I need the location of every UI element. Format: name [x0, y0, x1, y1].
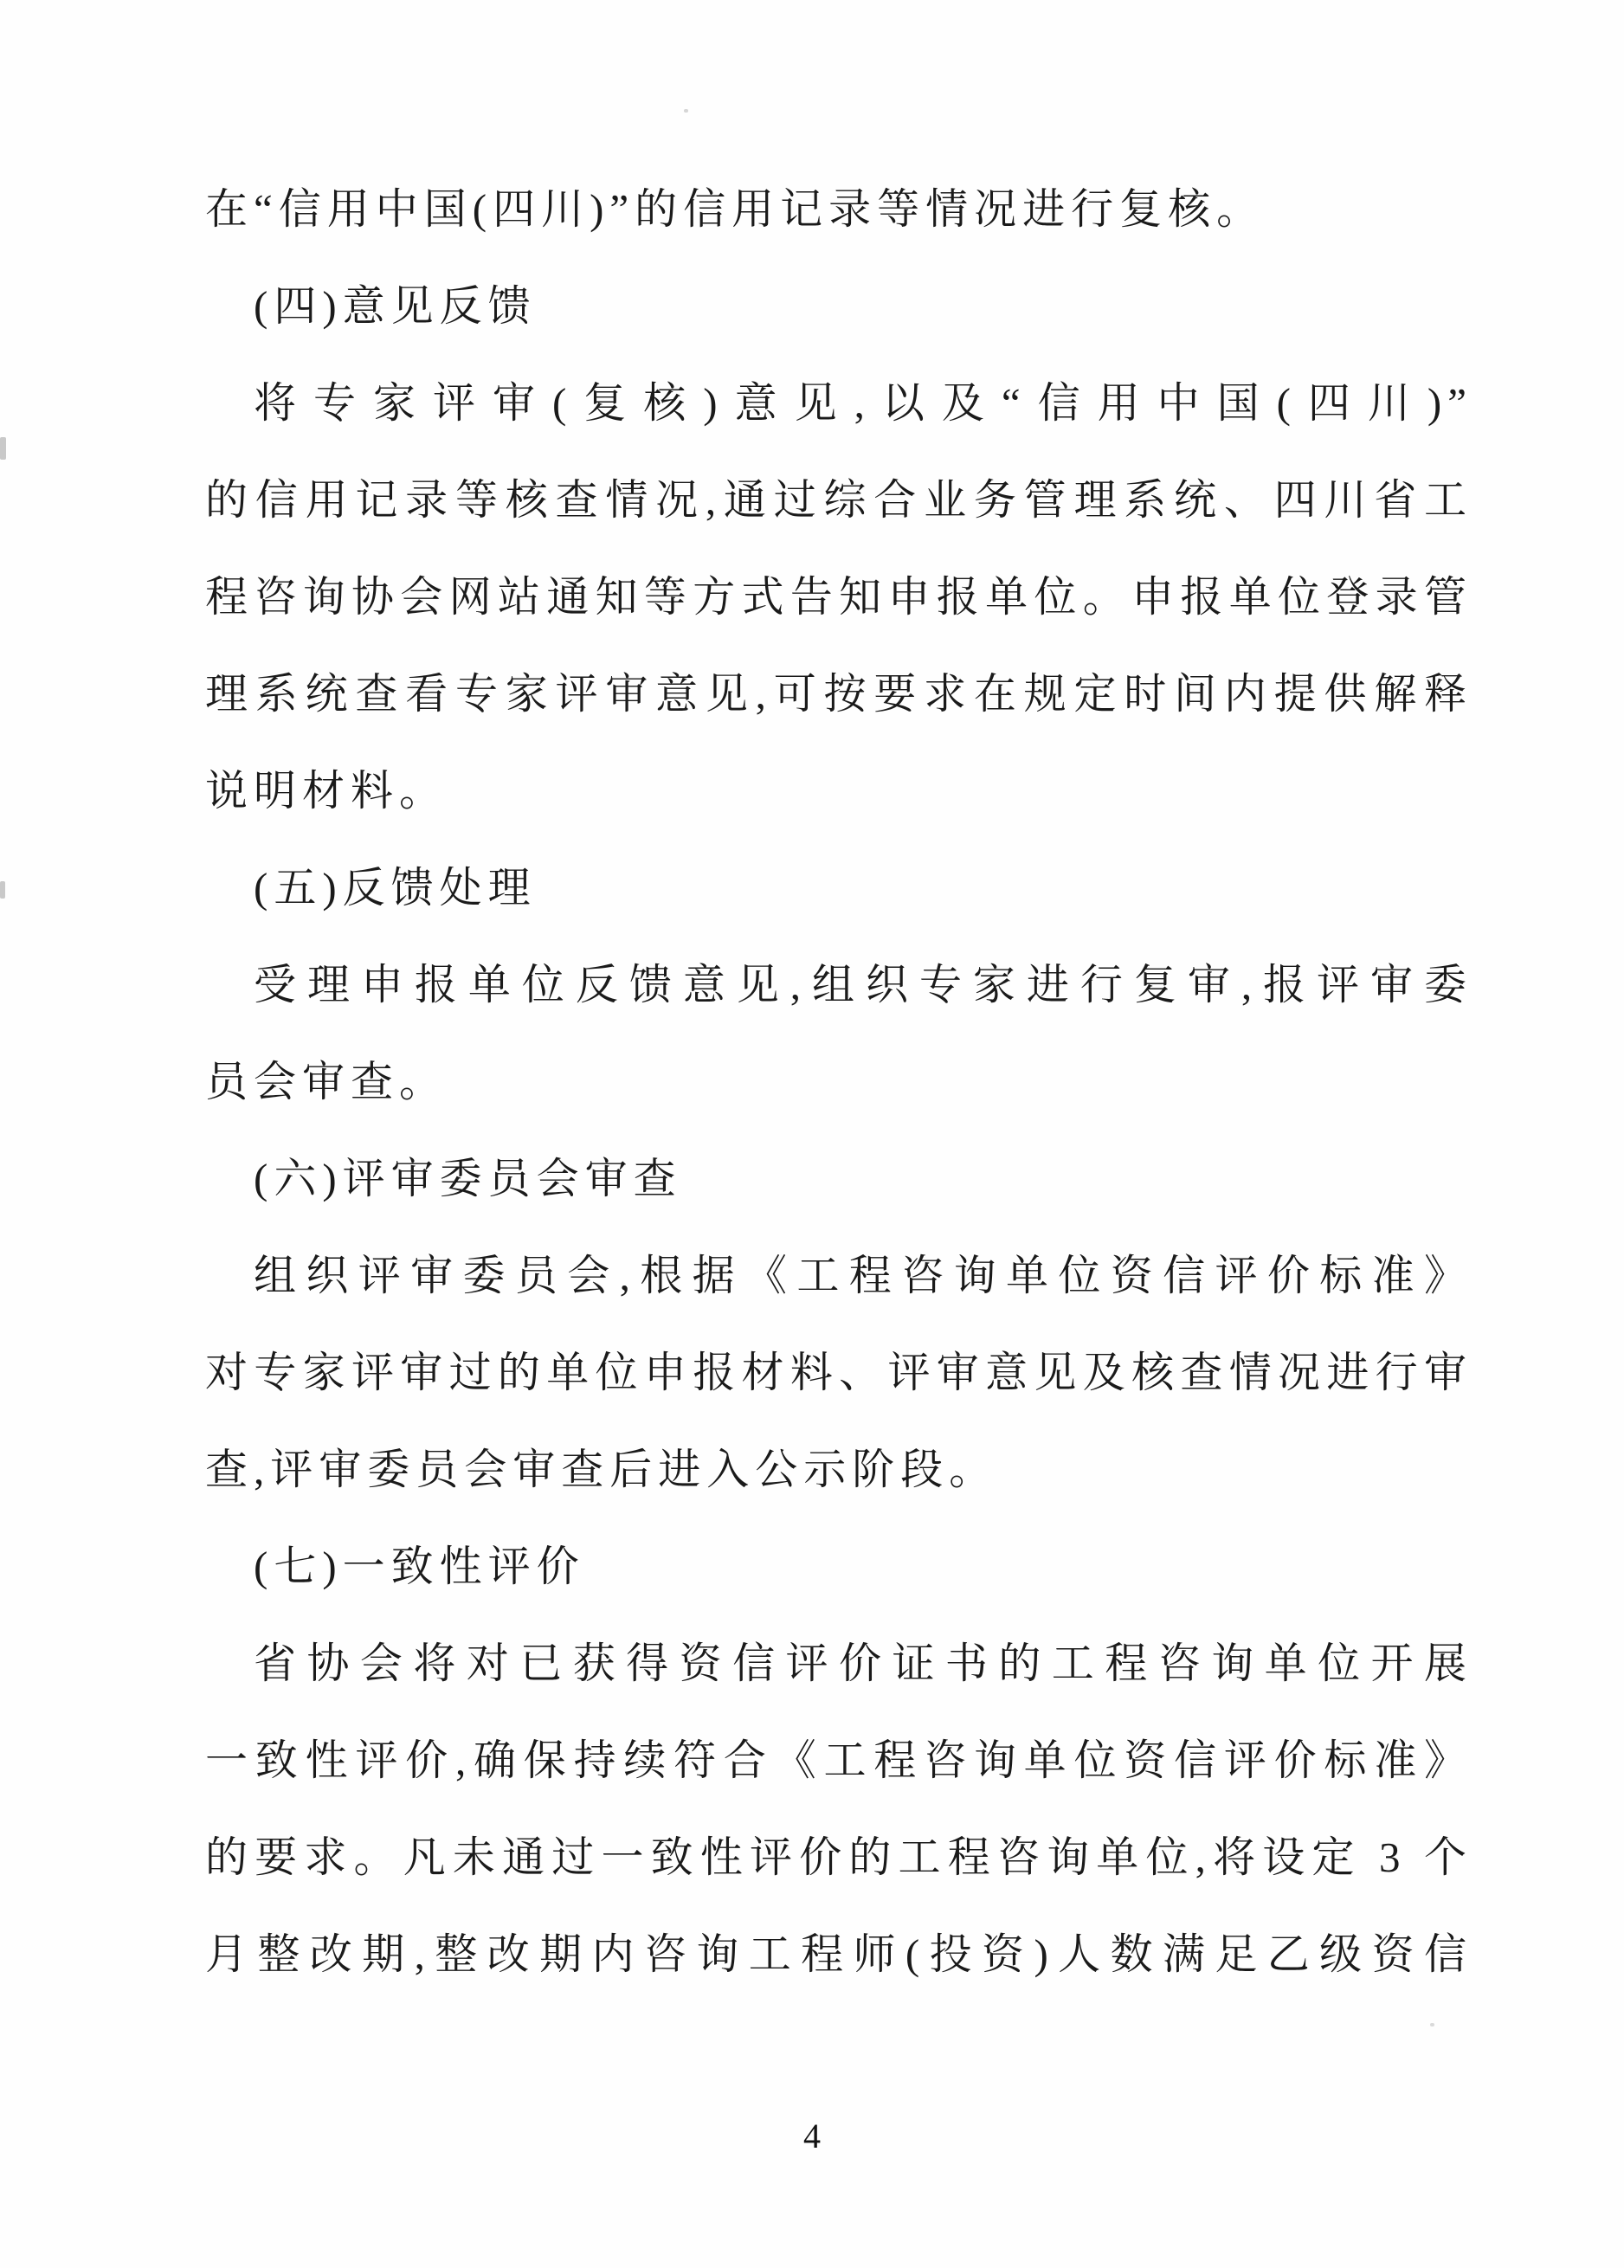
- text-line: 说明材料。: [205, 767, 448, 815]
- text-line: 对专家评审过的单位申报材料、评审意见及核查情况进行审: [205, 1349, 1473, 1396]
- text-line: (六)评审委员会审查: [254, 1155, 682, 1202]
- text-line: 理系统查看专家评审意见,可按要求在规定时间内提供解释: [205, 670, 1473, 718]
- scan-artifact: [0, 881, 5, 899]
- text-line: 受理申报单位反馈意见,组织专家进行复审,报评审委: [254, 961, 1473, 1008]
- text-line: 的信用记录等核查情况,通过综合业务管理系统、四川省工: [205, 476, 1473, 524]
- page-number: 4: [803, 2117, 821, 2155]
- text-line: 月整改期,整改期内咨询工程师(投资)人数满足乙级资信: [205, 1930, 1473, 1978]
- text-line: 一致性评价,确保持续符合《工程咨询单位资信评价标准》: [205, 1736, 1473, 1784]
- text-line: 组织评审委员会,根据《工程咨询单位资信评价标准》: [254, 1252, 1473, 1299]
- text-line: 省协会将对已获得资信评价证书的工程咨询单位开展: [254, 1640, 1473, 1687]
- text-line: 将专家评审(复核)意见,以及“信用中国(四川)”: [254, 379, 1473, 427]
- text-line: 的要求。凡未通过一致性评价的工程咨询单位,将设定 3 个: [205, 1833, 1473, 1881]
- document-body: [205, 161, 1473, 2003]
- text-line: 在“信用中国(四川)”的信用记录等情况进行复核。: [205, 185, 1266, 233]
- text-line: 程咨询协会网站通知等方式告知申报单位。申报单位登录管: [205, 573, 1473, 621]
- text-line: (七)一致性评价: [254, 1543, 585, 1590]
- scan-artifact: [684, 109, 688, 113]
- text-line: (五)反馈处理: [254, 864, 537, 912]
- text-line: (四)意见反馈: [254, 282, 537, 330]
- scan-artifact: [1430, 2023, 1434, 2026]
- scan-artifact: [0, 437, 6, 460]
- text-line: 查,评审委员会审查后进入公示阶段。: [205, 1446, 998, 1493]
- text-line: 员会审查。: [205, 1058, 448, 1105]
